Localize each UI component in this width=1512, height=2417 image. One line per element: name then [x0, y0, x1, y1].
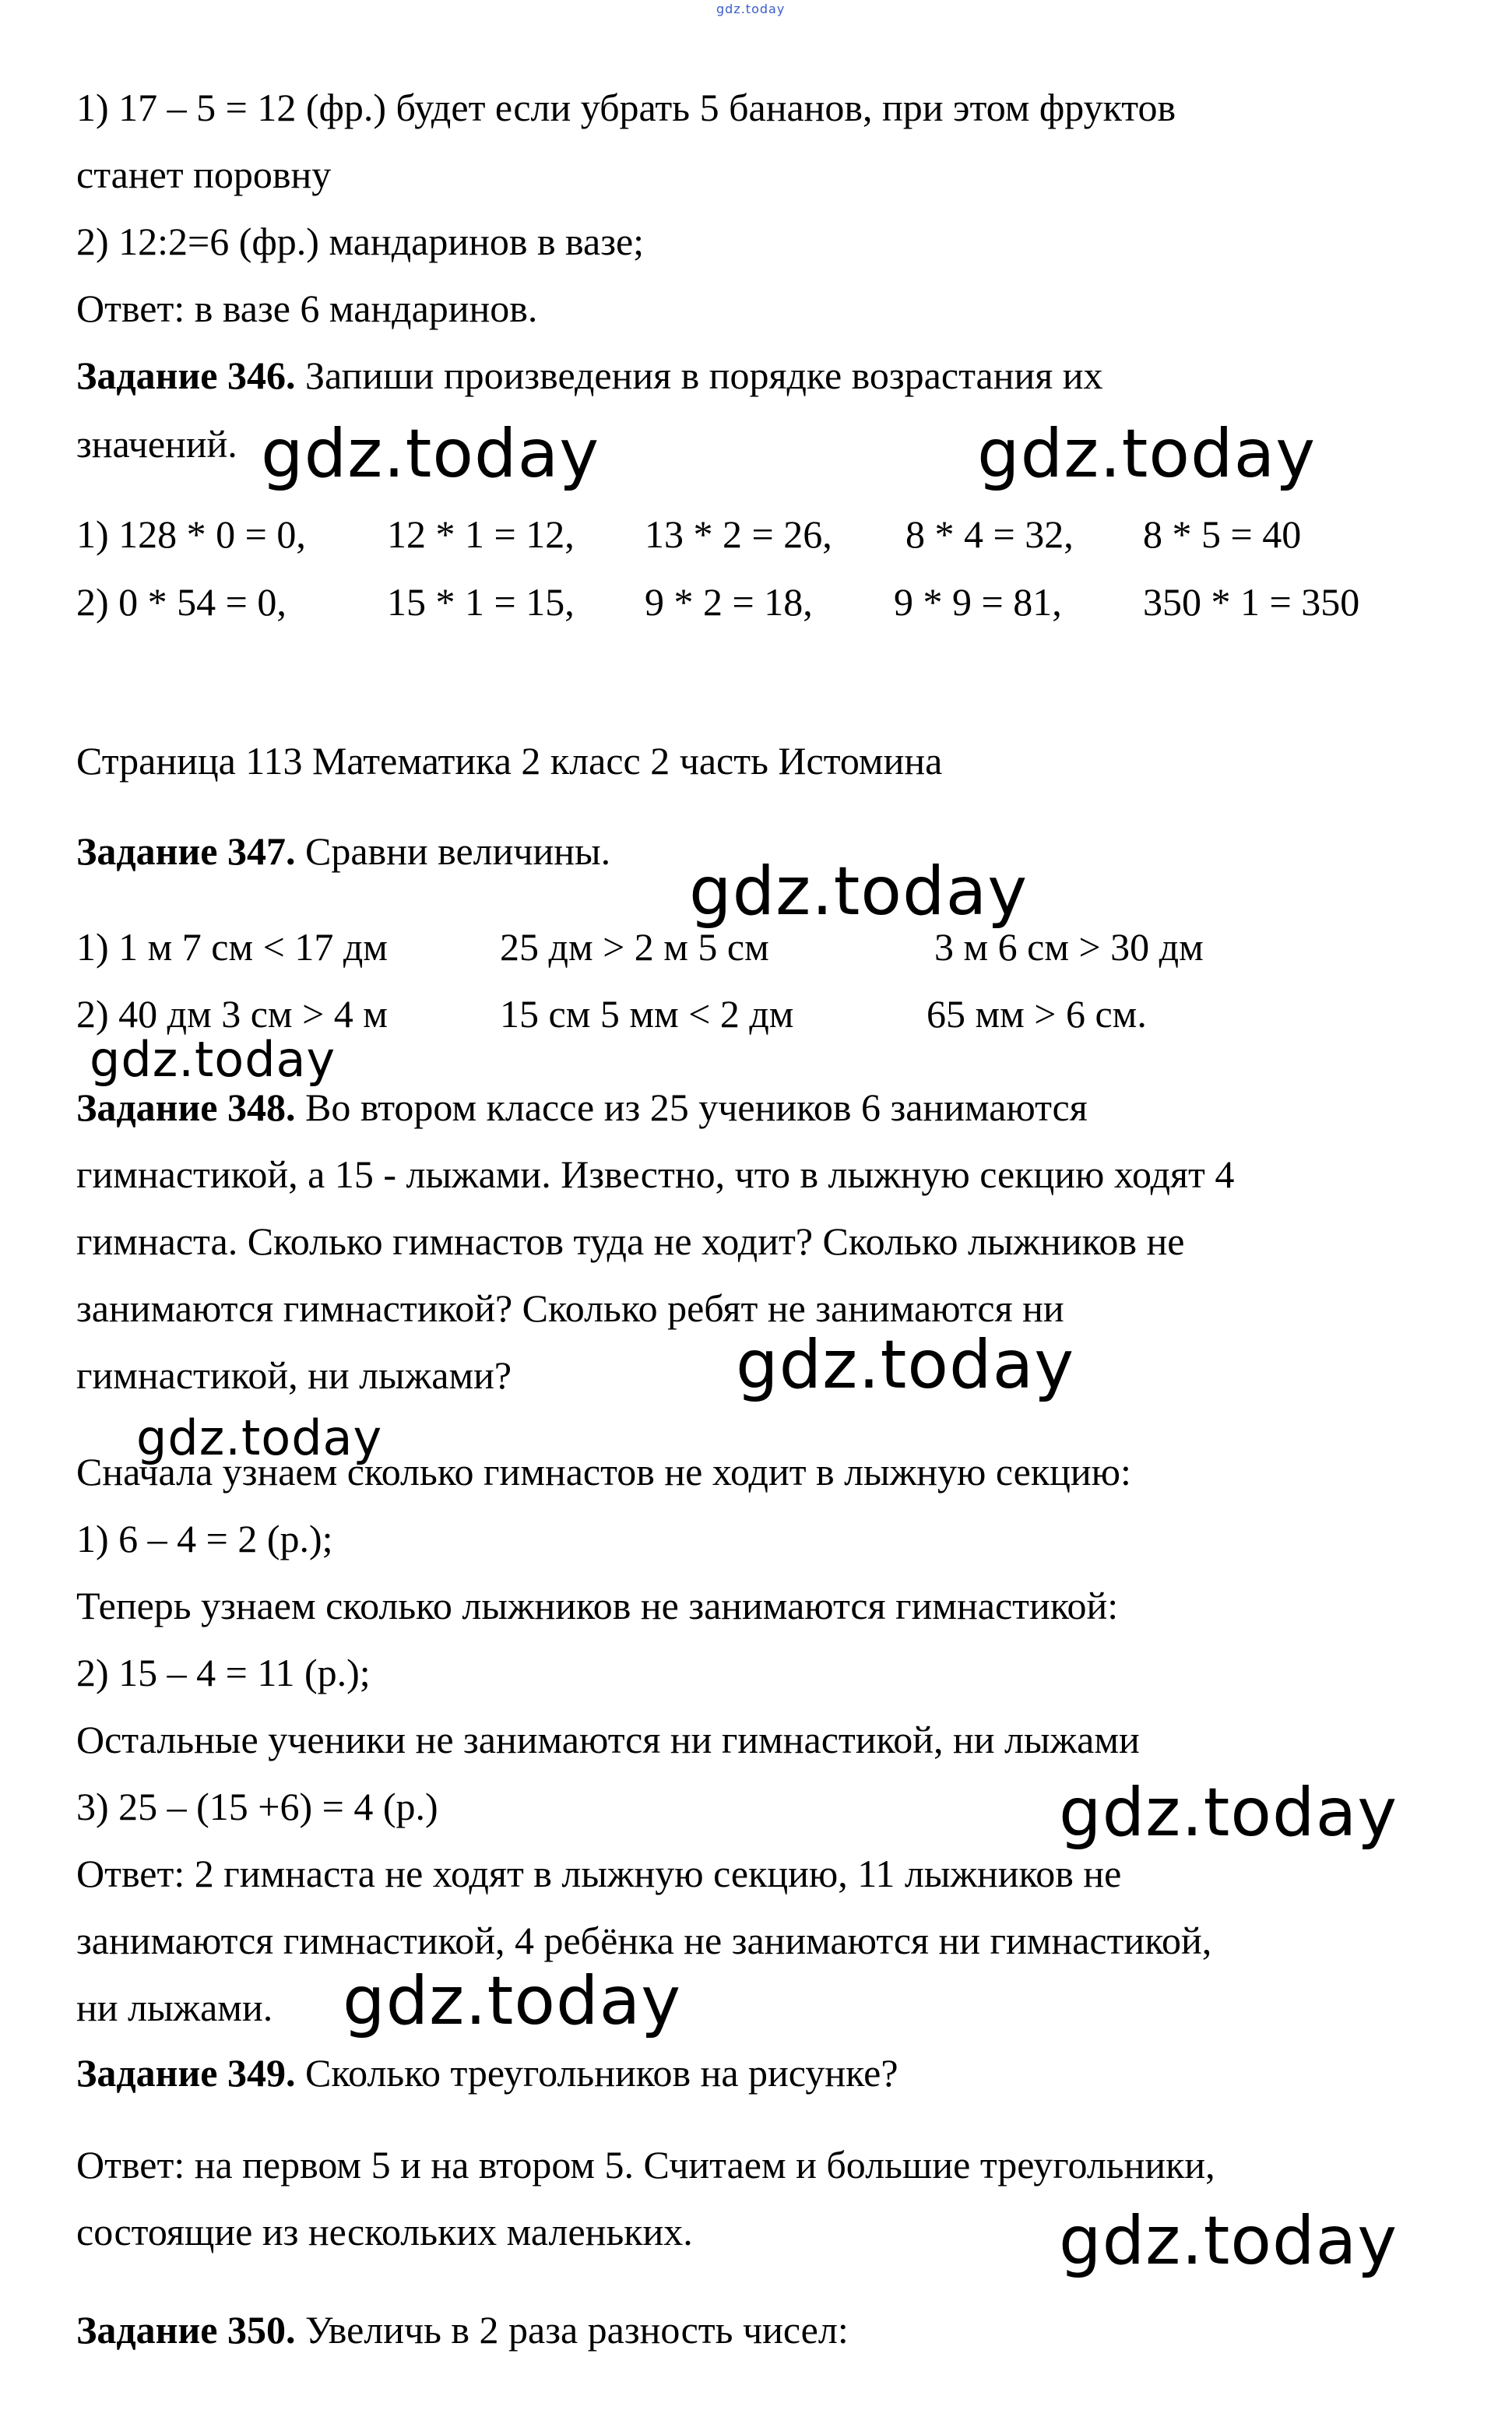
task-number: Задание 346. — [76, 354, 296, 397]
watermark: gdz.today — [1059, 1774, 1398, 1852]
task-347-heading — [76, 828, 610, 874]
watermark: gdz.today — [136, 1409, 383, 1466]
watermark: gdz.today — [90, 1031, 336, 1088]
comparison-cell: 3 м 6 см > 30 дм — [934, 925, 1204, 969]
task-346-heading — [76, 352, 1103, 399]
task-text: Увеличь в 2 раза разность чисел: — [295, 2308, 849, 2352]
task-349-heading — [76, 2049, 898, 2096]
text-line: Ответ: на первом 5 и на втором 5. Считаем и большие треугольники, — [76, 2143, 1215, 2187]
product-cell: 2) 0 * 54 = 0, — [76, 580, 287, 624]
header-watermark: gdz.today — [716, 2, 786, 16]
product-cell: 1) 128 * 0 = 0, — [76, 512, 306, 556]
text-line: Ответ: 2 гимнаста не ходят в лыжную секцию, 11 лыжников не — [76, 1852, 1122, 1895]
text-line: гимнаста. Сколько гимнастов туда не ходит? Сколько лыжников не — [76, 1219, 1185, 1263]
text-line: 2) 15 – 4 = 11 (р.); — [76, 1651, 371, 1694]
watermark: gdz.today — [261, 415, 600, 493]
task-text: Сравни величины. — [295, 829, 611, 873]
task-350-heading — [76, 2306, 849, 2353]
product-cell: 350 * 1 = 350 — [1143, 580, 1360, 624]
watermark: gdz.today — [1059, 2202, 1398, 2280]
text-line: 1) 17 – 5 = 12 (фр.) будет если убрать 5 бананов, при этом фруктов — [76, 86, 1176, 129]
product-cell: 9 * 2 = 18, — [645, 580, 813, 624]
task-number: Задание 348. — [76, 1085, 296, 1129]
page-title: Страница 113 Математика 2 класс 2 часть Истомина — [76, 739, 943, 783]
comparison-cell: 1) 1 м 7 см < 17 дм — [76, 925, 388, 969]
text-line: Сначала узнаем сколько гимнастов не ходит в лыжную секцию: — [76, 1450, 1131, 1493]
text-line: значений. — [76, 422, 237, 466]
product-cell: 9 * 9 = 81, — [894, 580, 1062, 624]
product-cell: 12 * 1 = 12, — [387, 512, 575, 556]
text-line: ни лыжами. — [76, 1986, 273, 2029]
text-line: занимаются гимнастикой, 4 ребёнка не занимаются ни гимнастикой, — [76, 1919, 1212, 1962]
watermark: gdz.today — [736, 1326, 1075, 1404]
task-number: Задание 349. — [76, 2051, 296, 2095]
text-line: 1) 6 – 4 = 2 (р.); — [76, 1517, 333, 1560]
text-line: занимаются гимнастикой? Сколько ребят не занимаются ни — [76, 1286, 1064, 1330]
product-cell: 13 * 2 = 26, — [645, 512, 832, 556]
text-line: 3) 25 – (15 +6) = 4 (р.) — [76, 1785, 438, 1828]
text-line: состоящие из нескольких маленьких. — [76, 2210, 693, 2253]
text-line: станет поровну — [76, 153, 332, 196]
task-text: Сколько треугольников на рисунке? — [295, 2051, 898, 2095]
watermark: gdz.today — [977, 415, 1317, 493]
product-cell: 15 * 1 = 15, — [387, 580, 575, 624]
watermark: gdz.today — [343, 1962, 682, 2040]
task-number: Задание 347. — [76, 829, 296, 873]
task-number: Задание 350. — [76, 2308, 296, 2352]
comparison-cell: 25 дм > 2 м 5 см — [500, 925, 769, 969]
text-line: 2) 12:2=6 (фр.) мандаринов в вазе; — [76, 220, 645, 263]
product-cell: 8 * 5 = 40 — [1143, 512, 1302, 556]
task-text: Во втором классе из 25 учеников 6 занимаются — [295, 1085, 1088, 1129]
text-line: Остальные ученики не занимаются ни гимнастикой, ни лыжами — [76, 1718, 1140, 1761]
watermark: gdz.today — [689, 853, 1029, 931]
product-cell: 8 * 4 = 32, — [905, 512, 1074, 556]
task-text: Запиши произведения в порядке возрастания их — [295, 354, 1103, 397]
comparison-cell: 65 мм > 6 см. — [927, 992, 1147, 1036]
text-line: гимнастикой, ни лыжами? — [76, 1353, 512, 1397]
comparison-cell: 15 см 5 мм < 2 дм — [500, 992, 794, 1036]
text-line: гимнастикой, а 15 - лыжами. Известно, что в лыжную секцию ходят 4 — [76, 1152, 1235, 1196]
text-line: Теперь узнаем сколько лыжников не занимаются гимнастикой: — [76, 1584, 1119, 1627]
text-line: Ответ: в вазе 6 мандаринов. — [76, 287, 538, 330]
comparison-cell: 2) 40 дм 3 см > 4 м — [76, 992, 388, 1036]
task-348-heading — [76, 1084, 1088, 1131]
